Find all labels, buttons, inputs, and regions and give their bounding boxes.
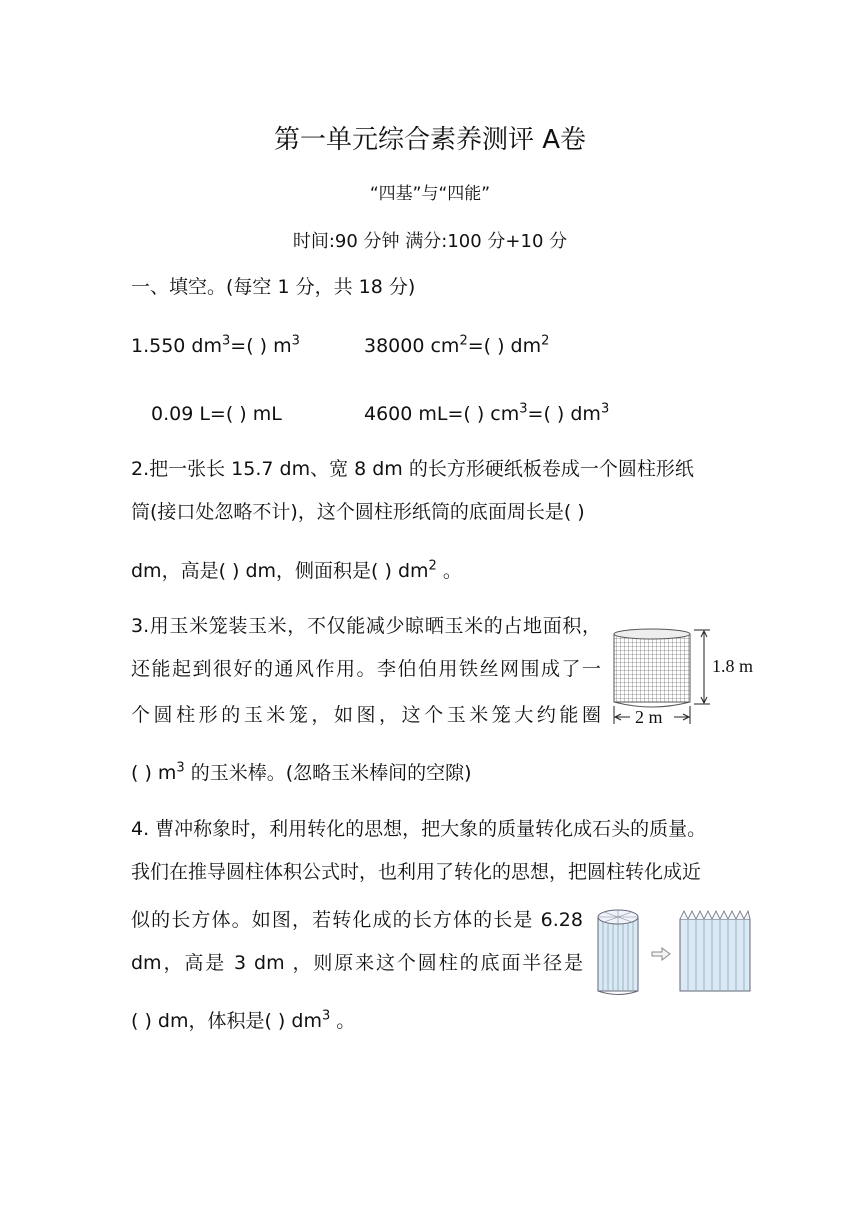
q4-line-3: 似的长方体。如图，若转化成的长方体的长是 6.28 <box>131 909 583 931</box>
cylinder-cage-icon <box>614 629 690 707</box>
page-title: 第一单元综合素养测评 A卷 <box>273 125 587 155</box>
q4-line-2: 我们在推导圆柱体积公式时，也利用了转化的思想，把圆柱转化成近 <box>131 861 702 883</box>
cuboid-icon <box>680 911 750 991</box>
q2-line-2: 筒(接口处忽略不计)，这个圆柱形纸筒的底面周长是( ) <box>131 501 585 523</box>
q4-line-1: 4. 曹冲称象时，利用转化的思想，把大象的质量转化成石头的质量。 <box>131 818 707 840</box>
q3-line-1: 3.用玉米笼装玉米，不仅能减少晾晒玉米的占地面积， <box>131 615 601 637</box>
exam-meta: 时间:90 分钟 满分:100 分+10 分 <box>292 231 568 252</box>
q3-line-3: 个圆柱形的玉米笼，如图，这个玉米笼大约能圈 <box>131 704 601 726</box>
q4-line-4: dm，高是 3 dm ，则原来这个圆柱的底面半径是 <box>131 952 583 974</box>
q1-blank-d: 4600 mL=( ) $cm^3=$( ) $dm^3$ <box>364 401 610 425</box>
height-label: 1.8 m <box>712 656 754 676</box>
cylinder-to-cuboid-figure <box>594 905 756 997</box>
q4-line-5: ( ) dm，体积是( ) $dm^3$ 。 <box>131 1008 356 1032</box>
q2-line-3: dm，高是( ) dm，侧面积是( ) $dm^2$ 。 <box>131 558 462 582</box>
corn-cage-figure <box>608 626 758 726</box>
section-heading: 一、填空。(每空 1 分，共 18 分) <box>131 276 416 298</box>
q3-line-4: ( ) $m^3$ 的玉米棒。(忽略玉米棒间的空隙) <box>131 760 472 784</box>
cylinder-icon <box>598 910 638 995</box>
q1-blank-b: 38000 $cm^2=$( ) $dm^2$ <box>364 333 550 357</box>
arrow-right-icon <box>652 948 670 960</box>
page-subtitle: “四基”与“四能” <box>369 184 491 204</box>
width-label: 2 m <box>635 707 663 726</box>
q2-line-1: 2.把一张长 15.7 dm、宽 8 dm 的长方形硬纸板卷成一个圆柱形纸 <box>131 458 694 480</box>
q3-line-2: 还能起到很好的通风作用。李伯伯用铁丝网围成了一 <box>131 658 601 680</box>
q1-blank-c: 0.09 L=( ) mL <box>151 403 282 425</box>
q1-blank-a: 1.550 $dm^3=$( ) $m^3$ <box>131 333 300 357</box>
